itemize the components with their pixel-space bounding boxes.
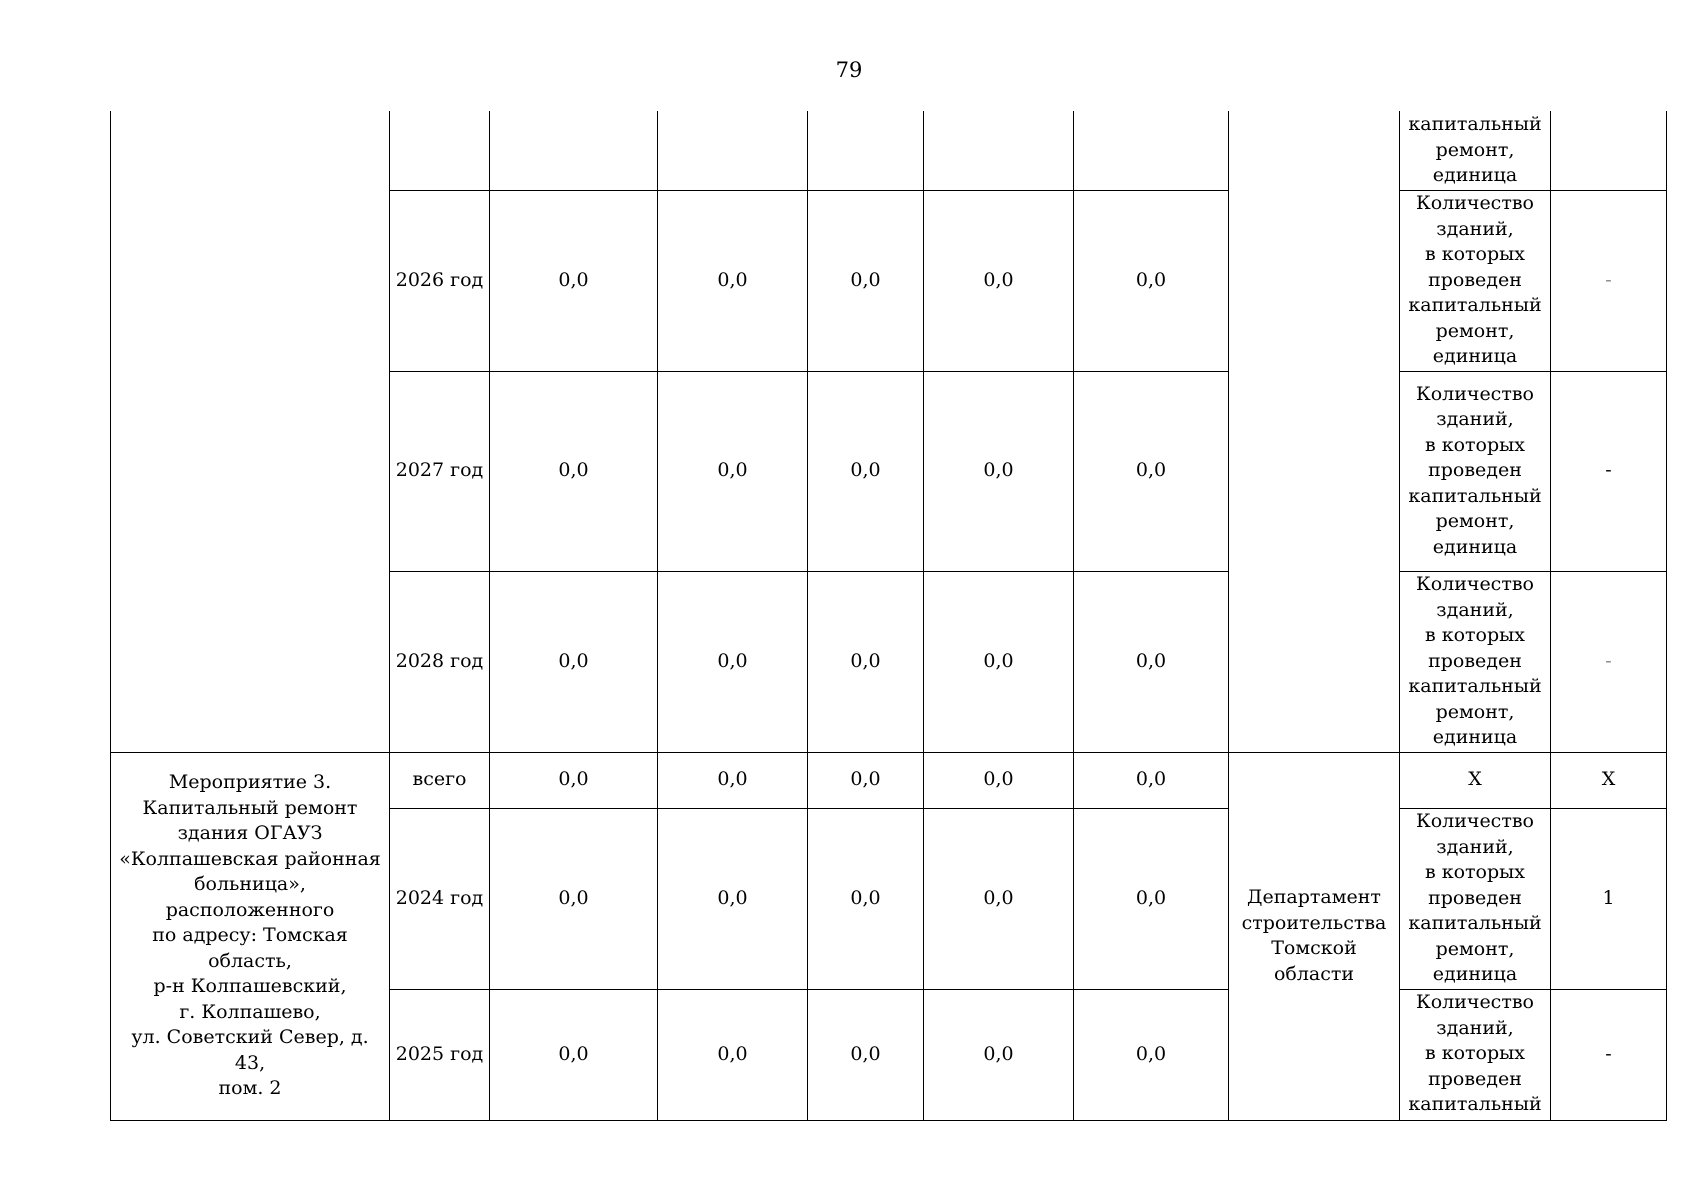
year-cell: 2027 год bbox=[390, 371, 490, 571]
value-cell: 0,0 bbox=[808, 752, 924, 808]
target-cell: 1 bbox=[1551, 808, 1667, 989]
value-cell: 0,0 bbox=[924, 190, 1074, 371]
value-cell: 0,0 bbox=[924, 371, 1074, 571]
target-cell: X bbox=[1551, 752, 1667, 808]
value-cell: 0,0 bbox=[490, 190, 658, 371]
value-cell: 0,0 bbox=[658, 989, 808, 1120]
value-cell: 0,0 bbox=[808, 989, 924, 1120]
year-cell: 2026 год bbox=[390, 190, 490, 371]
indicator-cell: Количество зданий, в которых проведен капитальный ремонт, единица bbox=[1400, 371, 1551, 571]
target-cell: - bbox=[1551, 571, 1667, 752]
table-row bbox=[111, 752, 1667, 808]
value-cell: 0,0 bbox=[1074, 571, 1229, 752]
value-cell: 0,0 bbox=[1074, 808, 1229, 989]
indicator-cell: капитальный ремонт, единица bbox=[1400, 111, 1551, 190]
year-cell: 2024 год bbox=[390, 808, 490, 989]
budget-table bbox=[110, 111, 1667, 1121]
year-cell: 2025 год bbox=[390, 989, 490, 1120]
value-cell: 0,0 bbox=[490, 371, 658, 571]
value-cell: 0,0 bbox=[808, 808, 924, 989]
event-title: Мероприятие 3. Капитальный ремонт здания ОГАУЗ «Колпашевская районная больница», расположенного по адресу: Томская область, р-н Колпашевский, г. Колпашево, ул. Советский Север, д. 43, пом. 2 bbox=[111, 752, 390, 1120]
indicator-cell: X bbox=[1400, 752, 1551, 808]
target-cell: - bbox=[1551, 989, 1667, 1120]
target-cell: - bbox=[1551, 190, 1667, 371]
value-cell: 0,0 bbox=[490, 989, 658, 1120]
table-row bbox=[111, 111, 1667, 190]
value-cell: 0,0 bbox=[658, 752, 808, 808]
indicator-cell bbox=[1400, 989, 1551, 1120]
value-cell: 0,0 bbox=[490, 808, 658, 989]
value-cell: 0,0 bbox=[658, 190, 808, 371]
value-cell: 0,0 bbox=[490, 571, 658, 752]
department-cell: Департамент строительства Томской области bbox=[1229, 752, 1400, 1120]
value-cell: 0,0 bbox=[924, 752, 1074, 808]
year-cell bbox=[390, 111, 490, 190]
value-cell: 0,0 bbox=[658, 371, 808, 571]
target-cell: - bbox=[1551, 371, 1667, 571]
department-cell-continued bbox=[1229, 111, 1400, 752]
value-cell: 0,0 bbox=[924, 571, 1074, 752]
value-cell: 0,0 bbox=[808, 571, 924, 752]
value-cell: 0,0 bbox=[1074, 989, 1229, 1120]
value-cell: 0,0 bbox=[924, 808, 1074, 989]
value-cell: 0,0 bbox=[658, 808, 808, 989]
indicator-cell: Количество зданий, в которых проведен капитальный ремонт, единица bbox=[1400, 571, 1551, 752]
value-cell: 0,0 bbox=[1074, 371, 1229, 571]
value-cell: 0,0 bbox=[658, 571, 808, 752]
value-cell: 0,0 bbox=[808, 190, 924, 371]
value-cell: 0,0 bbox=[808, 371, 924, 571]
indicator-cell: Количество зданий, в которых проведен капитальный ремонт, единица bbox=[1400, 190, 1551, 371]
value-cell bbox=[1074, 111, 1229, 190]
value-cell bbox=[490, 111, 658, 190]
value-cell bbox=[808, 111, 924, 190]
value-cell: 0,0 bbox=[490, 752, 658, 808]
indicator-cell: Количество зданий, в которых проведен капитальный ремонт, единица bbox=[1400, 808, 1551, 989]
page-number: 79 bbox=[835, 58, 863, 82]
indicator-text: Количество зданий, в которых проведен капитальный bbox=[1408, 991, 1542, 1115]
event-cell-continued bbox=[111, 111, 390, 752]
value-cell: 0,0 bbox=[1074, 752, 1229, 808]
target-cell bbox=[1551, 111, 1667, 190]
value-cell: 0,0 bbox=[924, 989, 1074, 1120]
total-label-cell: всего bbox=[390, 752, 490, 808]
year-cell: 2028 год bbox=[390, 571, 490, 752]
value-cell: 0,0 bbox=[1074, 190, 1229, 371]
value-cell bbox=[658, 111, 808, 190]
value-cell bbox=[924, 111, 1074, 190]
